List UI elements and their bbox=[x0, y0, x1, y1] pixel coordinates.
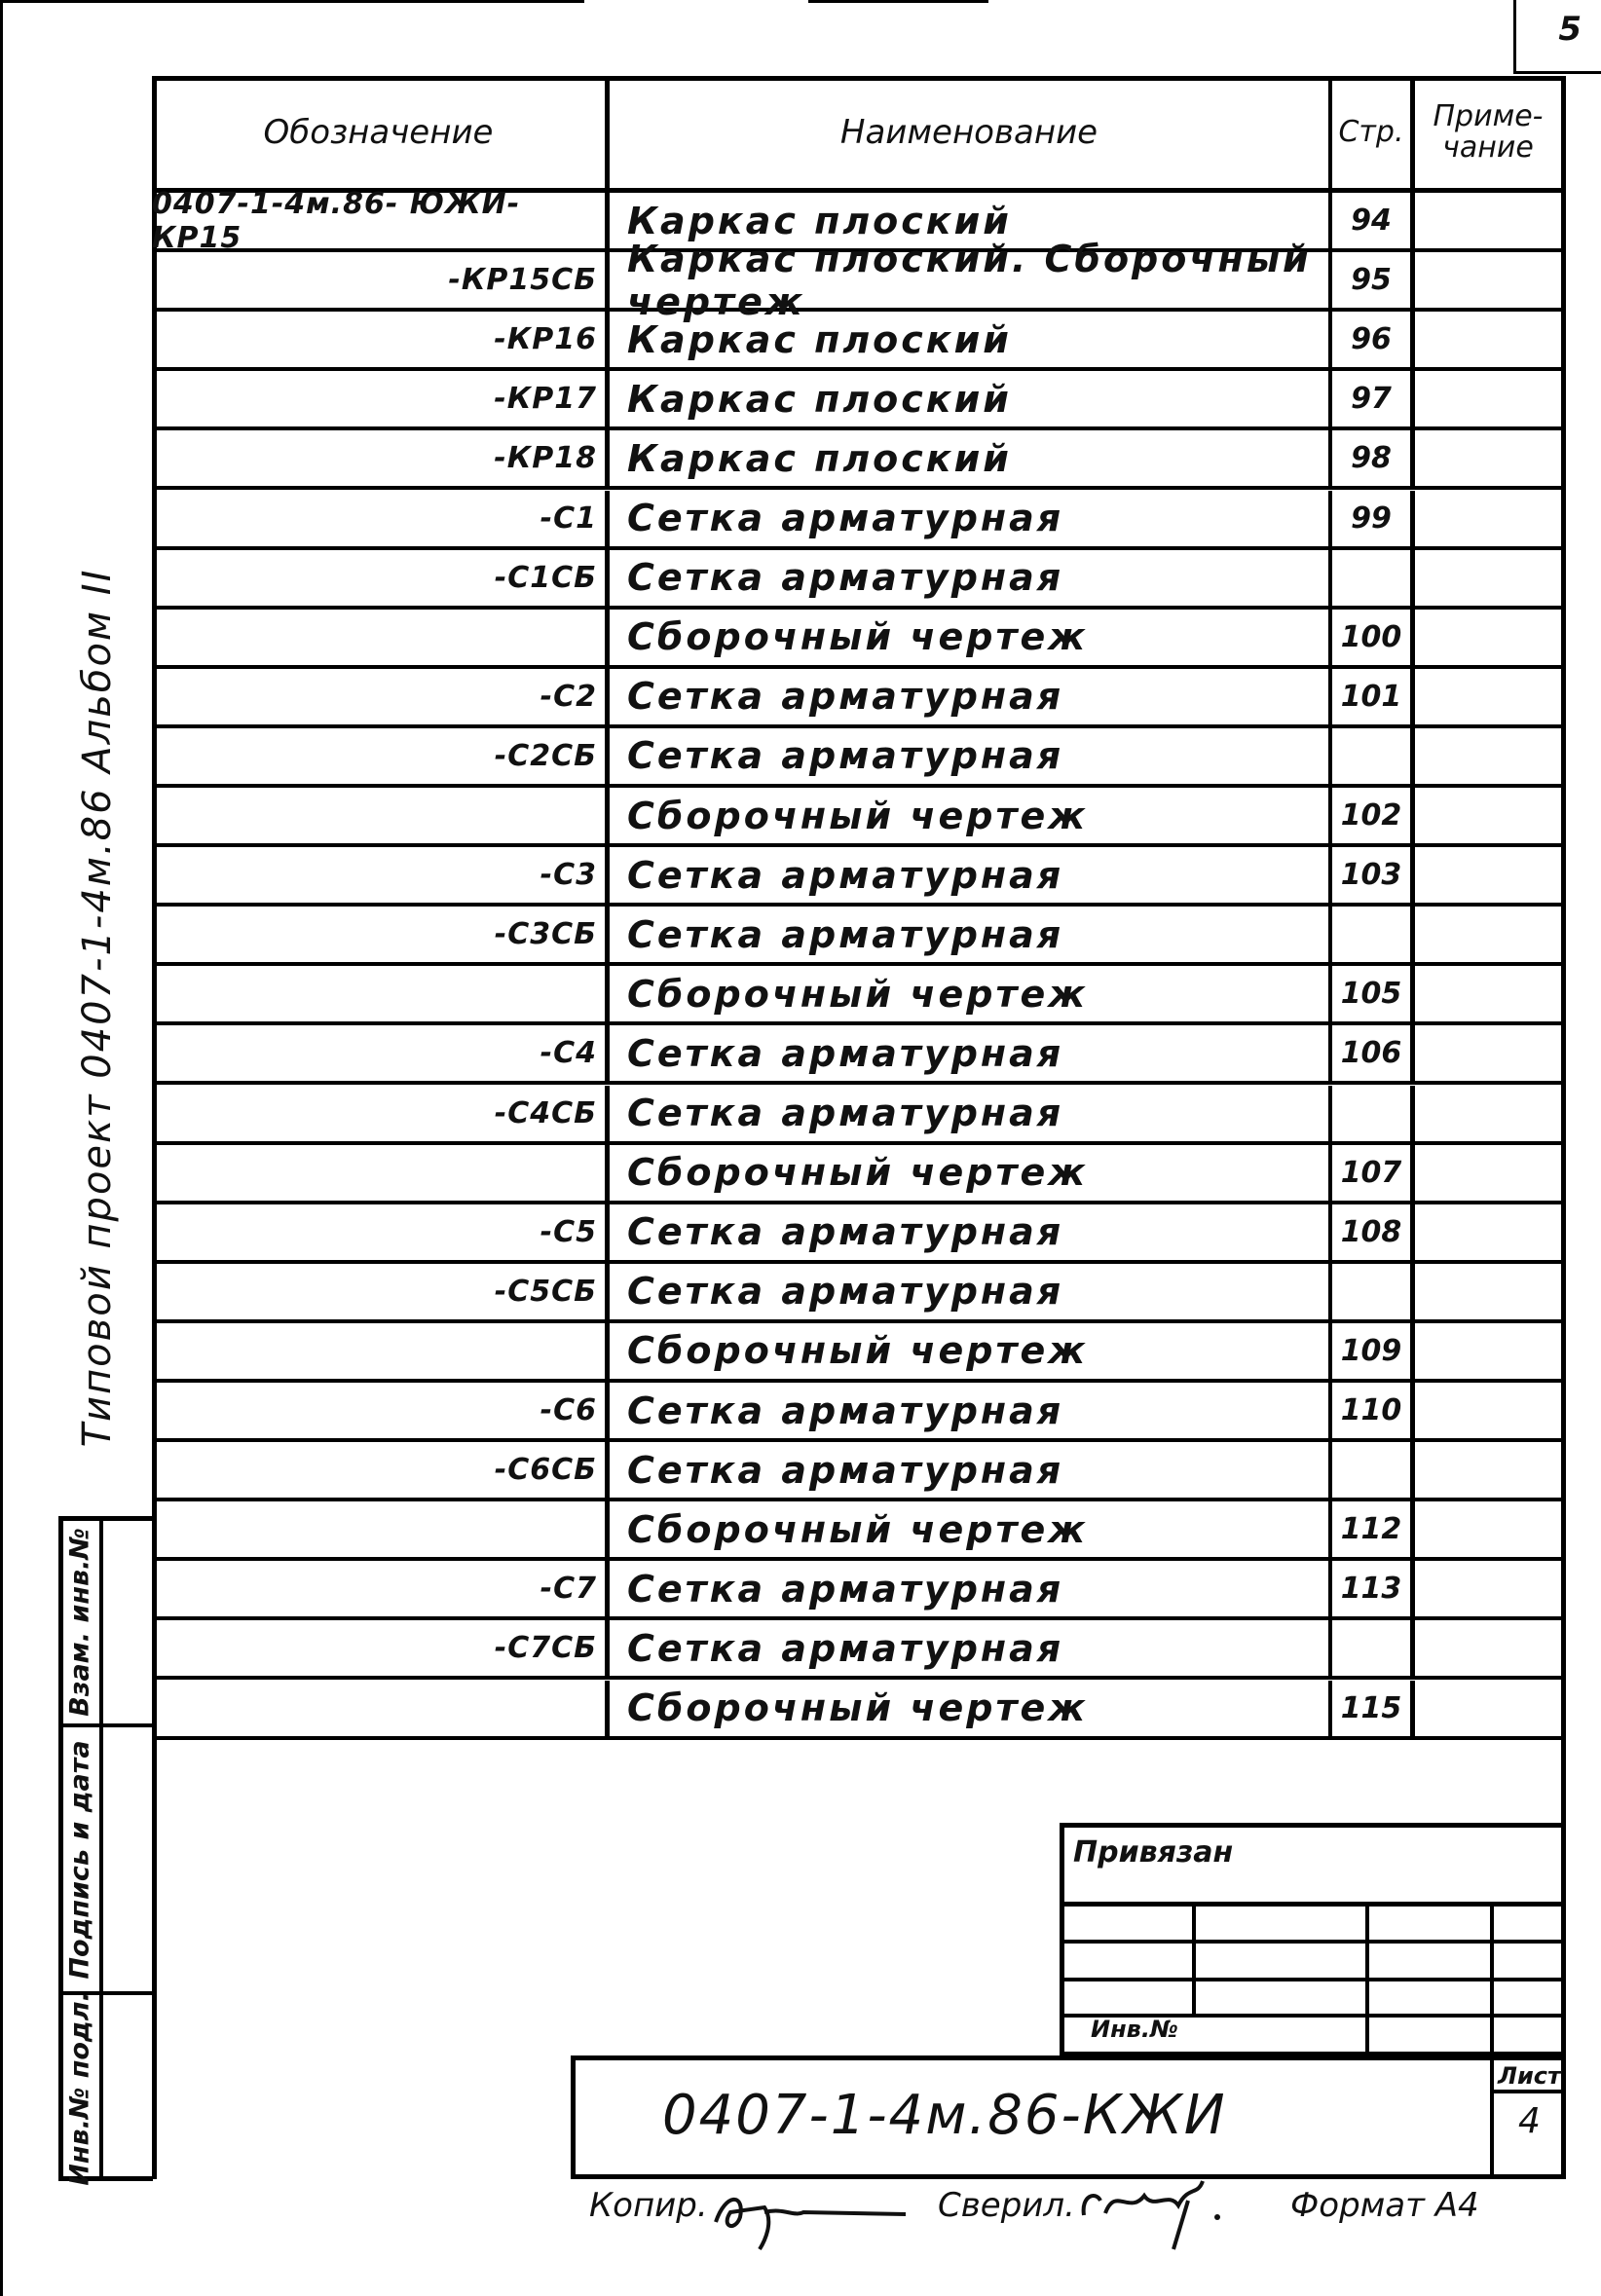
attached-grid-vline bbox=[1490, 1904, 1494, 2057]
header-note-line1: Приме- bbox=[1433, 98, 1544, 133]
name-cell: Сетка арматурная bbox=[610, 1561, 1332, 1616]
designation-cell: -С5 bbox=[152, 1204, 610, 1260]
attached-grid-vline bbox=[1365, 1904, 1369, 2057]
stub-signature-date-label: Подпись и дата bbox=[64, 1739, 95, 1980]
table-row bbox=[152, 1383, 1566, 1442]
header-page: Стр. bbox=[1332, 76, 1415, 188]
designation-cell: -КР15СБ bbox=[152, 252, 610, 308]
page-cell bbox=[1332, 728, 1415, 784]
note-cell bbox=[1415, 1323, 1561, 1379]
page-cell bbox=[1332, 550, 1415, 606]
format-label: Формат А4 bbox=[1290, 2186, 1479, 2225]
name-cell: Сборочный чертеж bbox=[610, 610, 1332, 665]
table-row bbox=[152, 1323, 1566, 1383]
name-cell: Сетка арматурная bbox=[610, 1383, 1332, 1438]
name-cell: Сетка арматурная bbox=[610, 847, 1332, 903]
page-cell bbox=[1332, 1442, 1415, 1498]
designation-cell: 0407-1-4м.86- ЮЖИ-КР15 bbox=[152, 193, 610, 248]
name-cell: Сетка арматурная bbox=[610, 669, 1332, 724]
stub-inv-original-label: Инв.№ подл. bbox=[64, 1990, 95, 2186]
designation-cell: -С1СБ bbox=[152, 550, 610, 606]
table-row bbox=[152, 1681, 1566, 1740]
note-cell bbox=[1415, 550, 1561, 606]
designation-cell bbox=[152, 610, 610, 665]
designation-cell bbox=[152, 966, 610, 1021]
note-cell bbox=[1415, 1681, 1561, 1736]
table-row bbox=[152, 788, 1566, 847]
table-row bbox=[152, 1204, 1566, 1264]
designation-cell: -С2 bbox=[152, 669, 610, 724]
note-cell bbox=[1415, 1561, 1561, 1616]
designation-cell: -С2СБ bbox=[152, 728, 610, 784]
note-cell bbox=[1415, 371, 1561, 426]
designation-cell: -С3 bbox=[152, 847, 610, 903]
note-cell bbox=[1415, 1620, 1561, 1676]
note-cell bbox=[1415, 1264, 1561, 1319]
page-cell: 95 bbox=[1332, 252, 1415, 308]
table-row bbox=[152, 1145, 1566, 1204]
table-row bbox=[152, 610, 1566, 669]
sheet-number-box bbox=[1513, 0, 1601, 74]
table-row bbox=[152, 1561, 1566, 1620]
note-cell bbox=[1415, 1383, 1561, 1438]
attached-label: Привязан bbox=[1073, 1835, 1234, 1870]
table-row bbox=[152, 1264, 1566, 1323]
note-cell bbox=[1415, 430, 1561, 486]
name-cell: Сетка арматурная bbox=[610, 1204, 1332, 1260]
checked-signature bbox=[1076, 2176, 1232, 2254]
name-cell: Каркас плоский bbox=[610, 312, 1332, 367]
note-cell bbox=[1415, 728, 1561, 784]
note-cell bbox=[1415, 252, 1561, 308]
side-title bbox=[49, 526, 146, 1490]
designation-cell: -С7 bbox=[152, 1561, 610, 1616]
name-cell: Каркас плоский bbox=[610, 371, 1332, 426]
name-cell: Каркас плоский bbox=[610, 430, 1332, 486]
note-cell bbox=[1415, 788, 1561, 843]
table-row bbox=[152, 907, 1566, 966]
name-cell: Сетка арматурная bbox=[610, 1620, 1332, 1676]
name-cell: Сборочный чертеж bbox=[610, 966, 1332, 1021]
table-row bbox=[152, 1442, 1566, 1501]
name-cell: Сетка арматурная bbox=[610, 907, 1332, 962]
page-cell: 94 bbox=[1332, 193, 1415, 248]
designation-cell: -КР18 bbox=[152, 430, 610, 486]
note-cell bbox=[1415, 907, 1561, 962]
page-cell: 115 bbox=[1332, 1681, 1415, 1736]
table-row bbox=[152, 728, 1566, 788]
note-cell bbox=[1415, 669, 1561, 724]
page-cell bbox=[1332, 907, 1415, 962]
name-cell: Сетка арматурная bbox=[610, 1264, 1332, 1319]
note-cell bbox=[1415, 1204, 1561, 1260]
name-cell: Сборочный чертеж bbox=[610, 1145, 1332, 1201]
designation-cell: -С3СБ bbox=[152, 907, 610, 962]
page-cell: 109 bbox=[1332, 1323, 1415, 1379]
stamp-sheet-label-divider bbox=[1490, 2090, 1566, 2093]
attached-grid-vline bbox=[1192, 1904, 1196, 2016]
page-cell: 98 bbox=[1332, 430, 1415, 486]
table-header bbox=[152, 76, 1566, 193]
note-cell bbox=[1415, 1086, 1561, 1141]
header-note-line2: чание bbox=[1442, 130, 1534, 165]
designation-cell bbox=[152, 1681, 610, 1736]
name-cell: Сборочный чертеж bbox=[610, 788, 1332, 843]
table-row bbox=[152, 847, 1566, 907]
page-edge-left bbox=[0, 0, 3, 2296]
table-row bbox=[152, 312, 1566, 371]
note-cell bbox=[1415, 312, 1561, 367]
copied-by-label: Копир. bbox=[589, 2186, 708, 2225]
table-row bbox=[152, 669, 1566, 728]
designation-cell: -С1 bbox=[152, 491, 610, 546]
page-cell: 103 bbox=[1332, 847, 1415, 903]
copied-signature bbox=[706, 2183, 920, 2251]
designation-cell bbox=[152, 788, 610, 843]
table-row bbox=[152, 371, 1566, 430]
table-row bbox=[152, 237, 1566, 323]
note-cell bbox=[1415, 193, 1561, 248]
page-cell: 108 bbox=[1332, 1204, 1415, 1260]
note-cell bbox=[1415, 847, 1561, 903]
name-cell: Сборочный чертеж bbox=[610, 1681, 1332, 1736]
designation-cell bbox=[152, 1501, 610, 1557]
name-cell: Сетка арматурная bbox=[610, 1086, 1332, 1141]
header-name: Наименование bbox=[610, 76, 1332, 188]
stub-replace-inv bbox=[58, 1521, 101, 1723]
page-cell bbox=[1332, 1620, 1415, 1676]
stub-replace-inv-label: Взам. инв.№ bbox=[64, 1528, 95, 1717]
stub-signature-date bbox=[58, 1727, 101, 1991]
table-row bbox=[152, 491, 1566, 550]
page-cell: 106 bbox=[1332, 1025, 1415, 1081]
page-edge-top bbox=[0, 0, 584, 3]
table-row bbox=[152, 1620, 1566, 1680]
page-cell bbox=[1332, 1086, 1415, 1141]
name-cell: Сетка арматурная bbox=[610, 1025, 1332, 1081]
table-row bbox=[152, 1025, 1566, 1085]
page-edge-top bbox=[808, 0, 988, 3]
sheet-label: Лист bbox=[1498, 2062, 1561, 2090]
name-cell: Сетка арматурная bbox=[610, 491, 1332, 546]
designation-cell: -С4СБ bbox=[152, 1086, 610, 1141]
table-row bbox=[152, 430, 1566, 490]
page-cell: 110 bbox=[1332, 1383, 1415, 1438]
page-cell: 113 bbox=[1332, 1561, 1415, 1616]
name-cell: Сетка арматурная bbox=[610, 728, 1332, 784]
page-cell: 99 bbox=[1332, 491, 1415, 546]
sheet-number: 5 bbox=[1558, 10, 1582, 49]
name-cell: Сетка арматурная bbox=[610, 550, 1332, 606]
stub-inv-original bbox=[58, 1990, 101, 2186]
name-cell: Каркас плоский. Сборочный чертеж bbox=[610, 252, 1332, 308]
designation-cell: -С6 bbox=[152, 1383, 610, 1438]
designation-cell: -С7СБ bbox=[152, 1620, 610, 1676]
note-cell bbox=[1415, 1501, 1561, 1557]
note-cell bbox=[1415, 610, 1561, 665]
page-cell: 105 bbox=[1332, 966, 1415, 1021]
inv-number-label: Инв.№ bbox=[1091, 2016, 1178, 2043]
designation-cell: -КР17 bbox=[152, 371, 610, 426]
note-cell bbox=[1415, 966, 1561, 1021]
sheet-value: 4 bbox=[1518, 2101, 1541, 2141]
header-note bbox=[1415, 76, 1561, 188]
table-row bbox=[152, 1501, 1566, 1561]
designation-cell: -С5СБ bbox=[152, 1264, 610, 1319]
name-cell: Сборочный чертеж bbox=[610, 1323, 1332, 1379]
note-cell bbox=[1415, 491, 1561, 546]
designation-cell bbox=[152, 1323, 610, 1379]
note-cell bbox=[1415, 1025, 1561, 1081]
checked-by-label: Сверил. bbox=[938, 2186, 1075, 2225]
table-row bbox=[152, 550, 1566, 610]
page-cell bbox=[1332, 1264, 1415, 1319]
page-cell: 97 bbox=[1332, 371, 1415, 426]
designation-cell: -КР16 bbox=[152, 312, 610, 367]
name-cell: Сетка арматурная bbox=[610, 1442, 1332, 1498]
page-cell: 101 bbox=[1332, 669, 1415, 724]
side-title-text: Типовой проект 0407-1-4м.86 Альбом II bbox=[75, 568, 120, 1448]
designation-cell bbox=[152, 1145, 610, 1201]
page-cell: 100 bbox=[1332, 610, 1415, 665]
note-cell bbox=[1415, 1442, 1561, 1498]
designation-cell: -С4 bbox=[152, 1025, 610, 1081]
document-code: 0407-1-4м.86-КЖИ bbox=[662, 2084, 1227, 2147]
name-cell: Каркас плоский bbox=[610, 193, 1332, 248]
table-row bbox=[152, 1086, 1566, 1145]
table-row bbox=[152, 966, 1566, 1025]
note-cell bbox=[1415, 1145, 1561, 1201]
page-cell: 96 bbox=[1332, 312, 1415, 367]
name-cell: Сборочный чертеж bbox=[610, 1501, 1332, 1557]
header-designation: Обозначение bbox=[152, 76, 610, 188]
designation-cell: -С6СБ bbox=[152, 1442, 610, 1498]
page-cell: 107 bbox=[1332, 1145, 1415, 1201]
page-cell: 102 bbox=[1332, 788, 1415, 843]
page-cell: 112 bbox=[1332, 1501, 1415, 1557]
